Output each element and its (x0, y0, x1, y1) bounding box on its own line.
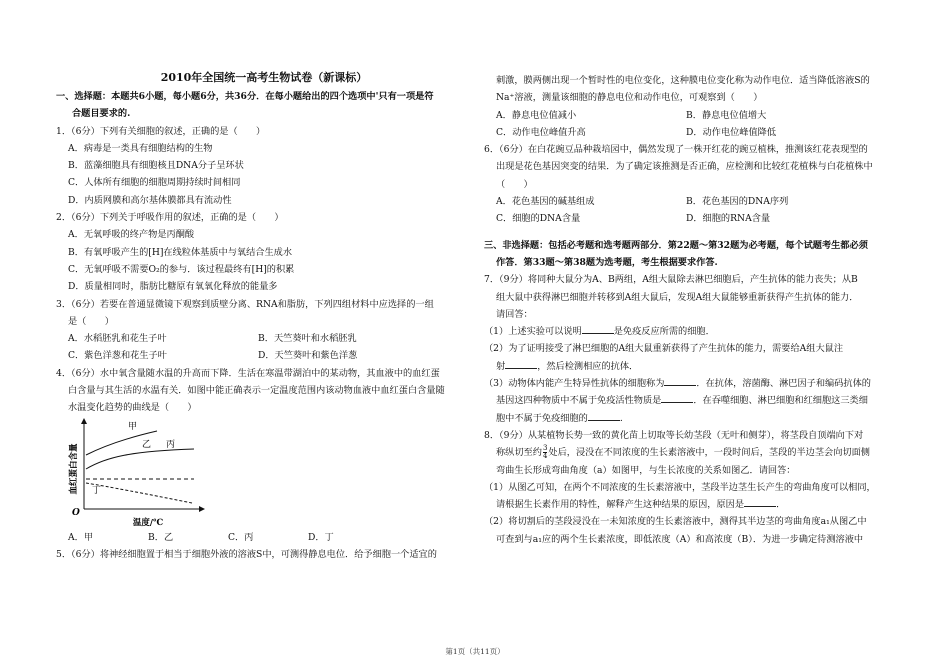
q7-part1 (484, 323, 900, 340)
q8-part2-cont: 可查到与a₁应的两个生长素浓度，即低浓度（A）和高浓度（B）．为进一步确定待测溶液中 (496, 533, 864, 545)
q4-option-d: D．丁 (308, 531, 334, 543)
section2-heading: 三、非选择题：包括必考题和选考题两部分．第22题～第32题为必考题，每个试题考生都必须 (484, 239, 868, 251)
q2-option-a: A．无氧呼吸的终产物是丙酮酸 (68, 229, 195, 241)
q6-option-a: A．花色基因的碱基组成 (496, 196, 595, 208)
q7-stem: 7．（9分）将同种大鼠分为A、B两组，A组大鼠除去淋巴细胞后，产生抗体的能力丧失；从B (484, 274, 858, 286)
q4-graph (62, 417, 212, 529)
q7-part3-text4: ．在吞噬细胞、淋巴细胞和红细胞这三类细 (693, 395, 868, 407)
curve-ding (86, 483, 192, 503)
section1-heading-cont: 合题目要求的. (72, 108, 131, 120)
q1-stem: 1．（6分）下列有关细胞的叙述，正确的是（ ） (56, 125, 266, 137)
q6-stem-cont2: （ ） (496, 178, 533, 190)
q1-option-b: B．蓝藻细胞具有细胞核且DNA分子呈环状 (68, 160, 244, 172)
curve-label-jia: 甲 (128, 421, 138, 432)
q6-options-row1 (484, 193, 900, 210)
q8-fraction (543, 445, 547, 460)
fraction-numerator: 3 (542, 444, 548, 453)
q4-option-c: C．丙 (228, 531, 254, 543)
q6-stem-cont1: 出现是花色基因突变的结果．为了确定该推测是否正确，应检测和比较红花植株与白花植株中 (496, 161, 873, 173)
q8-part1-blank (744, 496, 776, 507)
q8-stem-text: 称纵切至约 (496, 447, 542, 459)
q7-part2: （2）为了证明接受了淋巴细胞的A组大鼠重新获得了产生抗体的能力，需要给A组大鼠注 (484, 343, 844, 355)
left-column (56, 68, 472, 563)
curve-yi (86, 449, 194, 469)
q4-stem: 4．（6分）水中氧含量随水温的升高而下降．生活在寒温带湖泊中的某动物，其血液中的血红蛋 (56, 367, 440, 379)
q7-part3-text: （3）动物体内能产生特异性抗体的细胞称为 (484, 378, 665, 390)
q4-figure (62, 417, 212, 529)
x-axis-label: 温度/℃ (132, 517, 164, 528)
q6-option-b: B．花色基因的DNA序列 (686, 196, 789, 208)
q2-option-c: C．无氧呼吸不需要O₂的参与．该过程最终有[H]的积累 (68, 263, 295, 275)
q7-part3-blank2 (661, 392, 693, 403)
q8-part1-text: 请根据生长素作用的特性，解释产生这种结果的原因，原因是 (496, 499, 745, 511)
q7-part1-blank (582, 323, 614, 334)
q8-stem: 8．（9分）从某植物长势一致的黄化苗上切取等长幼茎段（无叶和侧芽），将茎段自顶端向下对 (484, 429, 864, 441)
q3-option-a: A．水稻胚乳和花生子叶 (68, 333, 167, 345)
q4-option-b: B．乙 (148, 531, 174, 543)
q4-stem-cont1: 白含量与其生活的水温有关．如图中能正确表示一定温度范围内该动物血液中血红蛋白含量随 (68, 385, 445, 397)
q5-options-row1 (484, 107, 900, 124)
q5-option-d: D．动作电位峰值降低 (686, 126, 777, 138)
q8-stem-cont2: 弯曲生长形成弯曲角度（a）如图甲，与生长浓度的关系如图乙．请回答： (496, 464, 796, 476)
q7-part3-text2: ．在抗体，溶菌酶、淋巴因子和编码抗体的 (696, 378, 871, 390)
q7-stem-cont2: 请回答： (496, 308, 533, 320)
q5-options-row2 (484, 124, 900, 141)
curve-label-yi: 乙 (142, 439, 152, 450)
q7-part3-blank3 (588, 410, 620, 421)
q7-part1-text: （1）上述实验可以说明 (484, 326, 582, 338)
q1-option-a: A．病毒是一类具有细胞结构的生物 (68, 142, 213, 154)
curve-label-ding: 丁 (92, 485, 102, 496)
q2-stem: 2．（6分）下列关于呼吸作用的叙述，正确的是（ ） (56, 212, 284, 224)
q8-stem-cont1 (484, 444, 900, 461)
q3-options-row1 (56, 330, 472, 347)
q5-stem-cont2: Na⁺溶液，测量该细胞的静息电位和动作电位，可观察到（ ） (496, 92, 763, 104)
section1-heading: 一、选择题：本题共6小题，每小题6分，共36分．在每小题给出的四个选项中'只有一项是符 (56, 91, 434, 102)
q3-stem: 3．（6分）若要在普通显微镜下观察到质壁分离、RNA和脂肪，下列四组材料中应选择的一组 (56, 298, 434, 310)
q8-part2: （2）将切割后的茎段浸没在一未知浓度的生长素溶液中，测得其半边茎的弯曲角度a₁从图乙中 (484, 516, 867, 528)
q3-option-c: C．紫色洋葱和花生子叶 (68, 350, 167, 362)
q5-stem: 5．（6分）将神经细胞置于相当于细胞外液的溶液S中，可测得静息电位．给予细胞一个适宜的 (56, 548, 437, 560)
curve-label-bing: 丙 (166, 439, 176, 450)
q8-part1: （1）从图乙可知，在两个不同浓度的生长素溶液中，茎段半边茎生长产生的弯曲角度可以相同， (484, 481, 876, 493)
right-column (484, 72, 900, 548)
q6-option-c: C．细胞的DNA含量 (496, 213, 581, 225)
q4-options (56, 529, 472, 546)
q3-option-d: D．天竺葵叶和紫色洋葱 (258, 350, 358, 362)
q7-part1-text2: 是免疫反应所需的细胞． (613, 326, 715, 338)
q8-part1-text2: ． (776, 499, 786, 511)
section2-heading-cont: 作答．第33题～第38题为选考题，考生根据要求作答. (496, 256, 718, 268)
q7-part2-text: 射 (496, 360, 506, 372)
q4-stem-cont2: 水温变化趋势的曲线是（ ） (68, 402, 197, 414)
origin-label: O (72, 507, 80, 518)
fraction-denominator: 4 (542, 452, 548, 461)
q7-part3-cont2 (484, 410, 900, 427)
q5-option-a: A．静息电位值减小 (496, 109, 577, 121)
spacer (484, 228, 900, 237)
y-axis-label: 血红蛋白含量 (69, 443, 79, 495)
q7-part2-blank (505, 358, 537, 369)
page-title: 2010年全国统一高考生物试卷（新课标） (160, 71, 368, 84)
q7-part2-text2: ，然后检测相应的抗体． (537, 360, 639, 372)
q7-part3-text6: . (619, 412, 623, 424)
page-footer: 第1页（共11页） (445, 647, 505, 656)
q6-options-row2 (484, 210, 900, 227)
q3-options-row2 (56, 347, 472, 364)
q4-option-a: A．甲 (68, 531, 94, 543)
q6-option-d: D．细胞的RNA含量 (686, 213, 771, 225)
q8-stem-text2: 处后，浸没在不同浓度的生长素溶液中，一段时间后，茎段的半边茎会向切面侧 (548, 447, 870, 459)
q1-option-d: D．内质网膜和高尔基体膜都具有流动性 (68, 194, 232, 206)
q2-option-b: B．有氧呼吸产生的[H]在线粒体基质中与氧结合生成水 (68, 246, 293, 258)
q1-option-c: C．人体所有细胞的细胞周期持续时间相同 (68, 177, 241, 189)
q5-stem-cont1: 刺激，膜两侧出现一个暂时性的电位变化，这种膜电位变化称为动作电位．适当降低溶液S的 (496, 75, 870, 86)
q7-part3-cont1 (484, 392, 900, 409)
q7-part2-cont (484, 358, 900, 375)
q3-option-b: B．天竺葵叶和水稻胚乳 (258, 333, 357, 345)
q5-option-b: B．静息电位值增大 (686, 109, 767, 121)
q7-part3-text3: 基因这四种物质中不属于免疫活性物质是 (496, 395, 662, 407)
q7-part3-text5: 胞中不属于免疫细胞的 (496, 412, 588, 424)
q7-part3 (484, 375, 900, 392)
q2-option-d: D．质量相同时，脂肪比糖原有氧氧化释放的能量多 (68, 281, 278, 293)
q8-part1-cont (484, 496, 900, 513)
q7-part3-blank1 (664, 375, 696, 386)
q5-option-c: C．动作电位峰值升高 (496, 126, 586, 138)
q3-stem-cont: 是（ ） (68, 315, 114, 327)
q6-stem: 6．（6分）在白花豌豆品种栽培园中，偶然发现了一株开红花的豌豆植株，推测该红花表现型的 (484, 144, 868, 156)
q7-stem-cont1: 组大鼠中获得淋巴细胞并转移到A组大鼠后，发现A组大鼠能够重新获得产生抗体的能力． (496, 291, 859, 303)
